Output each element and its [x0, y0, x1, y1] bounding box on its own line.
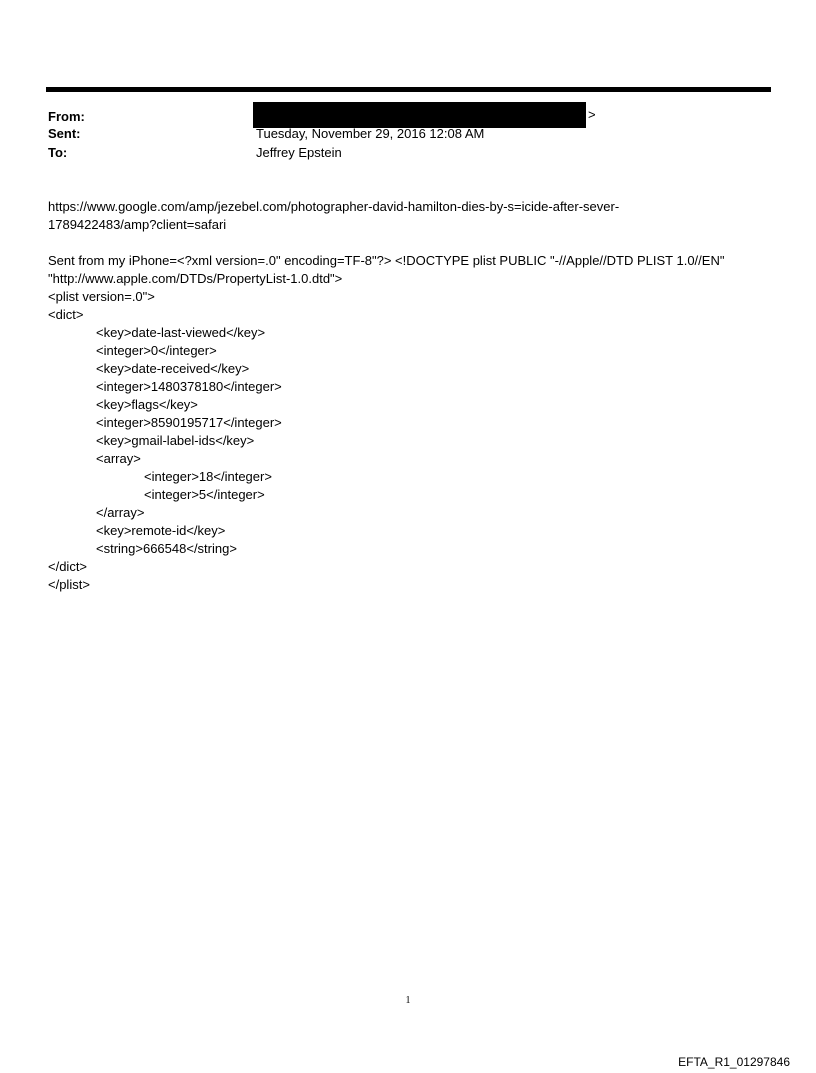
url-line-1: https://www.google.com/amp/jezebel.com/photographer-david-hamilton-dies-by-s=icide-after-sever- [48, 199, 620, 214]
header-rule [46, 87, 771, 92]
plist-line: <integer>1480378180</integer> [96, 379, 282, 394]
plist-line: <key>date-received</key> [96, 361, 250, 376]
from-value-tail: > [588, 107, 596, 122]
url-line-2: 1789422483/amp?client=safari [48, 217, 227, 232]
plist-line: <integer>18</integer> [144, 469, 272, 484]
plist-line: <key>gmail-label-ids</key> [96, 433, 255, 448]
plist-open: <plist version=.0"> [48, 289, 155, 304]
plist-line: <key>date-last-viewed</key> [96, 325, 266, 340]
sent-label: Sent: [48, 126, 81, 141]
plist-line: <integer>0</integer> [96, 343, 217, 358]
plist-close: </plist> [48, 577, 90, 592]
sent-value: Tuesday, November 29, 2016 12:08 AM [256, 126, 485, 141]
plist-line: <string>666548</string> [96, 541, 237, 556]
to-value: Jeffrey Epstein [256, 145, 342, 160]
to-row [48, 144, 768, 162]
plist-line: <integer>8590195717</integer> [96, 415, 282, 430]
sent-row [48, 125, 768, 143]
to-label: To: [48, 145, 68, 160]
sent-from-line: Sent from my iPhone=<?xml version=.0" encoding=TF-8"?> <!DOCTYPE plist PUBLIC "-//Apple//DTD PLIST 1.0//EN" [48, 253, 725, 268]
plist-line: <array> [96, 451, 141, 466]
plist-line: <key>remote-id</key> [96, 523, 226, 538]
dtd-line: "http://www.apple.com/DTDs/PropertyList-1.0.dtd"> [48, 271, 343, 286]
from-label: From: [48, 109, 85, 124]
bates-number: EFTA_R1_01297846 [678, 1055, 790, 1069]
dict-close: </dict> [48, 559, 88, 574]
page-number: 1 [405, 995, 411, 1006]
plist-line: <integer>5</integer> [144, 487, 265, 502]
dict-open: <dict> [48, 307, 84, 322]
plist-line: <key>flags</key> [96, 397, 198, 412]
plist-line: </array> [96, 505, 145, 520]
